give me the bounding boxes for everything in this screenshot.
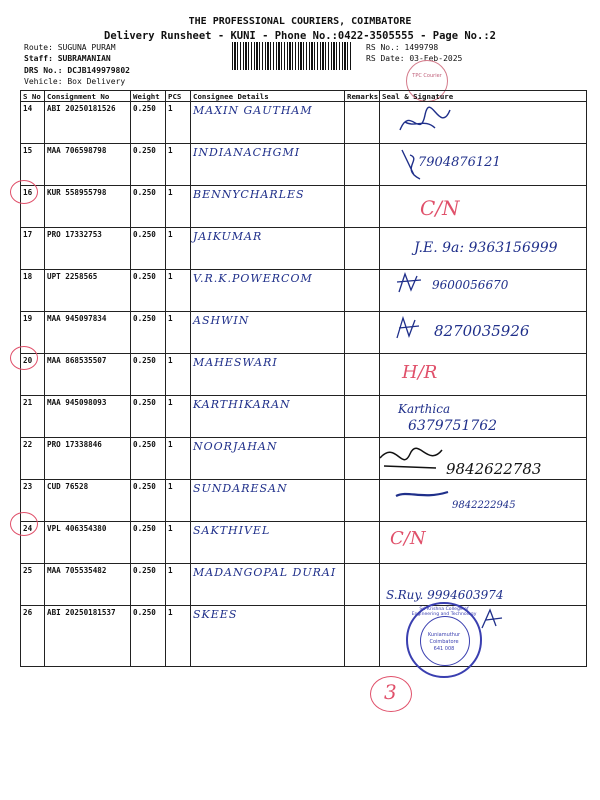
phone-note: J.E. 9a: 9363156999 bbox=[414, 240, 558, 256]
staff-label: Staff: SUBRAMANIAN bbox=[24, 54, 111, 63]
phone-note: 9842622783 bbox=[446, 460, 542, 478]
table-row: 21 MAA 945098093 0.250 1 KARTHIKARAN bbox=[21, 396, 587, 438]
phone-note: 7904876121 bbox=[418, 155, 501, 170]
signature-scribble bbox=[376, 438, 446, 478]
barcode bbox=[232, 42, 352, 70]
consignee-name: MADANGOPAL DURAI bbox=[191, 564, 345, 606]
table-row: 20 MAA 868535507 0.250 1 MAHESWARI bbox=[21, 354, 587, 396]
col-remarks: Remarks bbox=[345, 91, 380, 102]
runsheet-title: Delivery Runsheet - KUNI - Phone No.:0422-3505555 - Page No.:2 bbox=[104, 30, 496, 42]
col-signature: Seal & Signature bbox=[380, 91, 587, 102]
table-row: 16 KUR 558955798 0.250 1 BENNYCHARLES bbox=[21, 186, 587, 228]
table-row: 18 UPT 2258565 0.250 1 V.R.K.POWERCOM bbox=[21, 270, 587, 312]
college-stamp: Sri Krishna College of Engineering and Technology Kuniamuthur Coimbatore 641 008 bbox=[406, 602, 482, 678]
company-title: THE PROFESSIONAL COURIERS, COIMBATORE bbox=[188, 16, 412, 27]
col-weight: Weight bbox=[131, 91, 166, 102]
consignee-name: SKEES bbox=[191, 606, 345, 667]
consignee-name: SAKTHIVEL bbox=[191, 522, 345, 564]
row-16-circle bbox=[10, 180, 38, 204]
table-row: 19 MAA 945097834 0.250 1 ASHWIN bbox=[21, 312, 587, 354]
table-row: 15 MAA 706598798 0.250 1 INDIANACHGMI bbox=[21, 144, 587, 186]
table-row: 14 ABI 20250181526 0.250 1 MAXIN GAUTHAM bbox=[21, 102, 587, 144]
phone-note: 6379751762 bbox=[408, 418, 498, 434]
top-stamp: TPC Courier bbox=[406, 60, 448, 102]
row-20-circle bbox=[10, 346, 38, 370]
consignee-name: KARTHIKARAN bbox=[191, 396, 345, 438]
col-pcs: PCS bbox=[166, 91, 191, 102]
vehicle-label: Vehicle: Box Delivery bbox=[24, 77, 126, 86]
table-row: 17 PRO 17332753 0.250 1 JAIKUMAR bbox=[21, 228, 587, 270]
signature-scribble bbox=[395, 268, 425, 298]
consignee-name: BENNYCHARLES bbox=[191, 186, 345, 228]
drs-label: DRS No.: DCJB149979802 bbox=[24, 66, 130, 75]
runsheet-table bbox=[20, 90, 587, 667]
name-note: Karthica bbox=[398, 402, 451, 416]
status-note: C/N bbox=[390, 528, 426, 549]
signature-scribble bbox=[395, 100, 455, 140]
table-header-row bbox=[21, 91, 587, 102]
signature-scribble bbox=[393, 312, 423, 342]
consignee-name: MAXIN GAUTHAM bbox=[191, 102, 345, 144]
phone-note: S.Ruy. 9994603974 bbox=[386, 588, 504, 602]
route-label: Route: SUGUNA PURAM bbox=[24, 43, 116, 52]
col-consignment: Consignment No bbox=[45, 91, 131, 102]
table-row: 26 ABI 20250181537 0.250 1 SKEES bbox=[21, 606, 587, 667]
rs-no-label: RS No.: 1499798 bbox=[366, 43, 439, 52]
consignee-name: V.R.K.POWERCOM bbox=[191, 270, 345, 312]
table-row: 24 VPL 406354380 0.250 1 SAKTHIVEL bbox=[21, 522, 587, 564]
consignee-name: SUNDARESAN bbox=[191, 480, 345, 522]
phone-note: 9842222945 bbox=[452, 500, 516, 511]
phone-note: 8270035926 bbox=[434, 322, 530, 340]
phone-note: 9600056670 bbox=[432, 278, 509, 292]
col-sno: S No bbox=[21, 91, 45, 102]
signature-scribble bbox=[392, 484, 452, 504]
consignee-name: NOORJAHAN bbox=[191, 438, 345, 480]
page-count-note: 3 bbox=[384, 680, 397, 704]
status-note: H/R bbox=[402, 362, 438, 383]
rs-date-label: RS Date: 03-Feb-2025 bbox=[366, 54, 463, 63]
row-24-circle bbox=[10, 512, 38, 536]
col-consignee: Consignee Details bbox=[191, 91, 345, 102]
consignee-name: MAHESWARI bbox=[191, 354, 345, 396]
consignee-name: INDIANACHGMI bbox=[191, 144, 345, 186]
table-row: 23 CUD 76528 0.250 1 SUNDARESAN bbox=[21, 480, 587, 522]
consignee-name: ASHWIN bbox=[191, 312, 345, 354]
table-row: 25 MAA 705535482 0.250 1 MADANGOPAL DURAI bbox=[21, 564, 587, 606]
table-row: 22 PRO 17338846 0.250 1 NOORJAHAN bbox=[21, 438, 587, 480]
status-note: C/N bbox=[420, 196, 460, 220]
consignee-name: JAIKUMAR bbox=[191, 228, 345, 270]
